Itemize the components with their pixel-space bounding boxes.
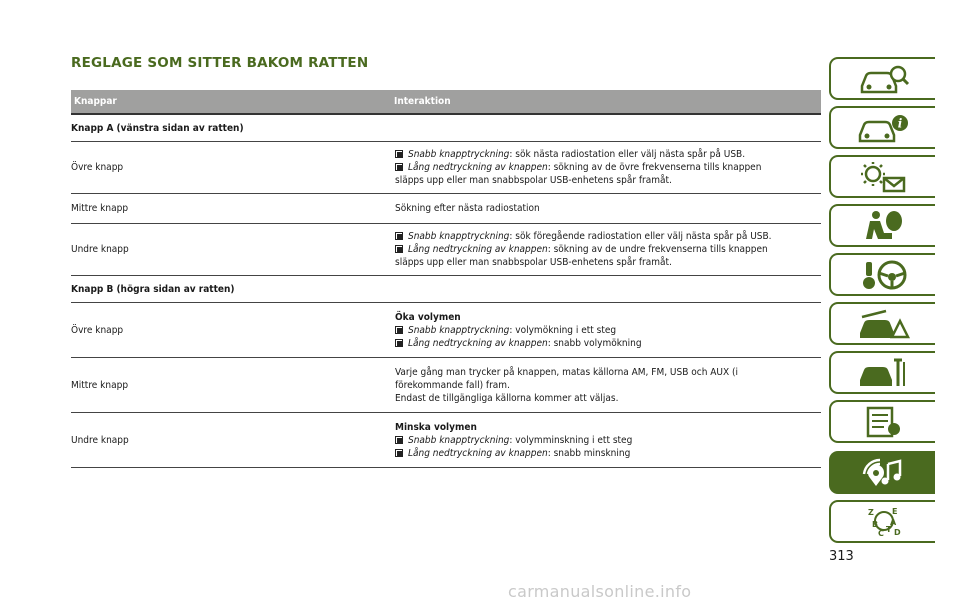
sidebar-tab-car-emergency[interactable] [829, 302, 935, 345]
car-service-icon [856, 356, 910, 390]
sidebar-tab-airbag-seat[interactable] [829, 204, 935, 247]
sidebar-tab-car-info[interactable] [829, 106, 935, 149]
checkbox-bullet-icon [395, 245, 403, 253]
button-cell: Mittre knapp [71, 358, 386, 413]
checkbox-bullet-icon [395, 150, 403, 158]
checkbox-bullet-icon [395, 436, 403, 444]
bullet-item: Snabb knapptryckning: sök föregående radiostation eller välj nästa spår på USB. [395, 230, 817, 243]
interaction-cell [386, 303, 821, 358]
page-title: REGLAGE SOM SITTER BAKOM RATTEN [71, 55, 369, 71]
interaction-cell: Varje gång man trycker på knappen, matas källorna AM, FM, USB och AUX (i förekommande fall) fram. Endast de tillgängliga källorna kommer att väljas. [386, 358, 821, 413]
interaction-cell: Sökning efter nästa radiostation [386, 194, 821, 224]
checkbox-bullet-icon [395, 339, 403, 347]
table-header-row [71, 90, 821, 114]
button-cell: Undre knapp [71, 224, 386, 276]
section-b-label: Knapp B (högra sidan av ratten) [71, 276, 821, 303]
airbag-seat-icon [856, 209, 910, 243]
header-buttons: Knappar [71, 90, 386, 114]
section-row-a [71, 114, 821, 142]
svg-text:A: A [890, 517, 897, 527]
multimedia-icon [856, 456, 910, 490]
sidebar-tab-technical-data[interactable] [829, 400, 935, 443]
car-search-icon [856, 62, 910, 96]
sidebar-tab-index[interactable] [829, 500, 935, 543]
svg-text:D: D [894, 527, 901, 537]
table-row [71, 194, 821, 224]
table-row [71, 413, 821, 468]
svg-text:B: B [872, 519, 879, 529]
page-number: 313 [829, 549, 854, 564]
warning-lights-icon [856, 160, 910, 194]
button-cell: Övre knapp [71, 303, 386, 358]
bullet-item: Lång nedtryckning av knappen: snabb minskning [395, 447, 817, 460]
interaction-cell [386, 413, 821, 468]
bullet-item: Snabb knapptryckning: sök nästa radiostation eller välj nästa spår på USB. [395, 148, 817, 161]
checkbox-bullet-icon [395, 163, 403, 171]
header-interaction: Interaktion [386, 90, 821, 114]
sidebar-tab-warning-lights[interactable] [829, 155, 935, 198]
table-row [71, 224, 821, 276]
checkbox-bullet-icon [395, 449, 403, 457]
button-cell: Övre knapp [71, 142, 386, 194]
sidebar-tab-car-search[interactable] [829, 57, 935, 100]
svg-text:C: C [878, 528, 884, 538]
bullet-item: Snabb knapptryckning: volymökning i ett steg [395, 324, 817, 337]
sidebar-tab-steering-wheel[interactable] [829, 253, 935, 296]
svg-text:E: E [892, 506, 898, 516]
controls-table [71, 90, 821, 468]
volume-up-heading: Öka volymen [395, 311, 461, 323]
bullet-item: Snabb knapptryckning: volymminskning i ett steg [395, 434, 817, 447]
checkbox-bullet-icon [395, 326, 403, 334]
svg-text:Z: Z [868, 507, 874, 517]
table-row [71, 358, 821, 413]
volume-down-heading: Minska volymen [395, 421, 477, 433]
table-row [71, 142, 821, 194]
watermark-text: carmanualsonline.info [508, 582, 692, 601]
interaction-cell [386, 142, 821, 194]
svg-text:i: i [897, 116, 903, 130]
section-a-label: Knapp A (vänstra sidan av ratten) [71, 114, 821, 142]
index-icon [856, 505, 910, 539]
car-info-icon [856, 111, 910, 145]
sidebar-tab-multimedia[interactable] [829, 451, 935, 494]
button-cell: Undre knapp [71, 413, 386, 468]
technical-data-icon [856, 405, 910, 439]
table-row [71, 303, 821, 358]
button-cell: Mittre knapp [71, 194, 386, 224]
bullet-item: Lång nedtryckning av knappen: sökning av de undre frekvenserna tills knappen släpps upp eller man snabbspolar USB-enhetens spår framåt. [395, 244, 768, 268]
bullet-item: Lång nedtryckning av knappen: snabb volymökning [395, 337, 817, 350]
sidebar-tab-car-service[interactable] [829, 351, 935, 394]
interaction-cell [386, 224, 821, 276]
steering-wheel-icon [856, 258, 910, 292]
svg-text:T: T [886, 524, 892, 534]
bullet-item: Lång nedtryckning av knappen: sökning av de övre frekvenserna tills knappen släpps upp eller man snabbspolar USB-enhetens spår framåt. [395, 162, 762, 186]
checkbox-bullet-icon [395, 232, 403, 240]
car-emergency-icon [856, 307, 910, 341]
section-row-b [71, 276, 821, 303]
